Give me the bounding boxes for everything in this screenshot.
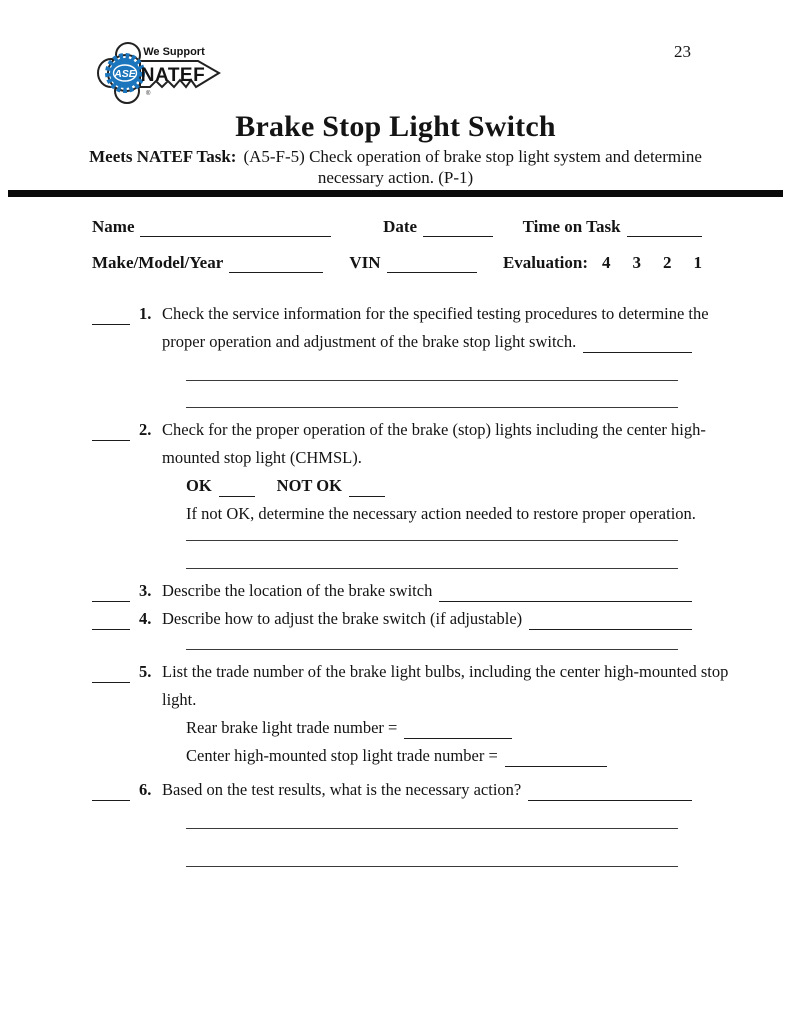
rear-brake-trade-number-blank[interactable] — [404, 720, 512, 739]
name-field-blank[interactable] — [140, 218, 331, 237]
task-2-number: 2. — [139, 420, 152, 439]
task-6-answer-line[interactable] — [186, 804, 678, 829]
task-item-2 — [92, 416, 706, 528]
task-1-answer-blank[interactable] — [583, 334, 692, 353]
natef-task-text: (A5-F-5) Check operation of brake stop light system and determine — [243, 147, 702, 166]
task-2-answer-line[interactable] — [186, 528, 678, 541]
task-3-text: Describe the location of the brake switch — [162, 581, 433, 600]
task-2-text: Check for the proper operation of the brake (stop) lights including the center high- — [162, 420, 706, 439]
task-item-6 — [92, 776, 692, 804]
task-item-1 — [92, 300, 709, 356]
logo-support-text: We Support — [143, 46, 205, 58]
task-5-text: List the trade number of the brake light bulbs, including the center high-mounted stop — [162, 662, 729, 681]
section-divider-rule — [8, 190, 783, 197]
evaluation-score-2: 2 — [663, 253, 672, 272]
task-4-score-blank[interactable] — [92, 611, 130, 630]
natef-key-logo — [94, 40, 224, 106]
not-ok-label: NOT OK — [276, 476, 342, 495]
vehicle-field-blank[interactable] — [229, 254, 323, 273]
ok-checkbox-blank[interactable] — [219, 478, 255, 497]
task-2-score-blank[interactable] — [92, 422, 130, 441]
vin-label: VIN — [349, 253, 381, 272]
evaluation-score-3: 3 — [632, 253, 641, 272]
vehicle-label: Make/Model/Year — [92, 253, 224, 272]
task-list — [92, 300, 729, 867]
task-2-note: If not OK, determine the necessary action needed to restore proper operation. — [186, 504, 696, 523]
natef-task-label: Meets NATEF Task: — [89, 147, 237, 166]
task-5-text-line2: light. — [162, 690, 197, 709]
task-6-answer-blank[interactable] — [528, 782, 692, 801]
chmsl-trade-number-blank[interactable] — [505, 748, 607, 767]
task-2-text-line2: mounted stop light (CHMSL). — [162, 448, 362, 467]
ok-label: OK — [186, 476, 212, 495]
natef-task-statement — [0, 147, 791, 167]
natef-logo — [94, 40, 224, 111]
date-label: Date — [383, 217, 418, 236]
time-on-task-field-blank[interactable] — [627, 218, 702, 237]
page-title: Brake Stop Light Switch — [235, 110, 556, 143]
task-3-number: 3. — [139, 581, 152, 600]
task-1-answer-line[interactable] — [186, 356, 678, 381]
task-3-answer-blank[interactable] — [439, 583, 692, 602]
task-1-score-blank[interactable] — [92, 306, 130, 325]
date-field-blank[interactable] — [423, 218, 493, 237]
task-item-3 — [92, 577, 692, 605]
chmsl-trade-number-label: Center high-mounted stop light trade number = — [186, 746, 498, 765]
name-label: Name — [92, 217, 135, 236]
ase-gear-text: ASE — [114, 68, 136, 80]
task-3-score-blank[interactable] — [92, 583, 130, 602]
vehicle-info-row — [92, 250, 702, 276]
task-5-score-blank[interactable] — [92, 664, 130, 683]
vin-field-blank[interactable] — [387, 254, 477, 273]
registered-mark: ® — [146, 91, 151, 97]
task-item-5 — [92, 658, 729, 770]
task-4-number: 4. — [139, 609, 152, 628]
natef-task-statement-line2: necessary action. (P-1) — [317, 168, 474, 187]
task-item-4 — [92, 605, 692, 633]
task-4-text: Describe how to adjust the brake switch (if adjustable) — [162, 609, 523, 628]
task-4-answer-line[interactable] — [186, 633, 678, 650]
task-6-text: Based on the test results, what is the necessary action? — [162, 780, 522, 799]
task-6-score-blank[interactable] — [92, 782, 130, 801]
task-6-answer-line[interactable] — [186, 829, 678, 867]
page-number: 23 — [674, 42, 691, 61]
task-1-number: 1. — [139, 304, 152, 323]
evaluation-score-1: 1 — [693, 253, 702, 272]
time-on-task-label: Time on Task — [522, 217, 621, 236]
task-1-answer-line[interactable] — [186, 381, 678, 408]
task-6-number: 6. — [139, 780, 152, 799]
not-ok-checkbox-blank[interactable] — [349, 478, 385, 497]
task-5-number: 5. — [139, 662, 152, 681]
rear-brake-trade-number-label: Rear brake light trade number = — [186, 718, 398, 737]
student-info-row — [92, 214, 702, 240]
task-4-answer-blank[interactable] — [529, 611, 692, 630]
task-1-text-line2: proper operation and adjustment of the brake stop light switch. — [162, 332, 577, 351]
evaluation-score-4: 4 — [602, 253, 611, 272]
logo-org-text: NATEF — [140, 65, 206, 86]
evaluation-label: Evaluation: — [502, 253, 588, 272]
task-2-answer-line[interactable] — [186, 541, 678, 569]
task-1-text: Check the service information for the specified testing procedures to determine the — [162, 304, 709, 323]
